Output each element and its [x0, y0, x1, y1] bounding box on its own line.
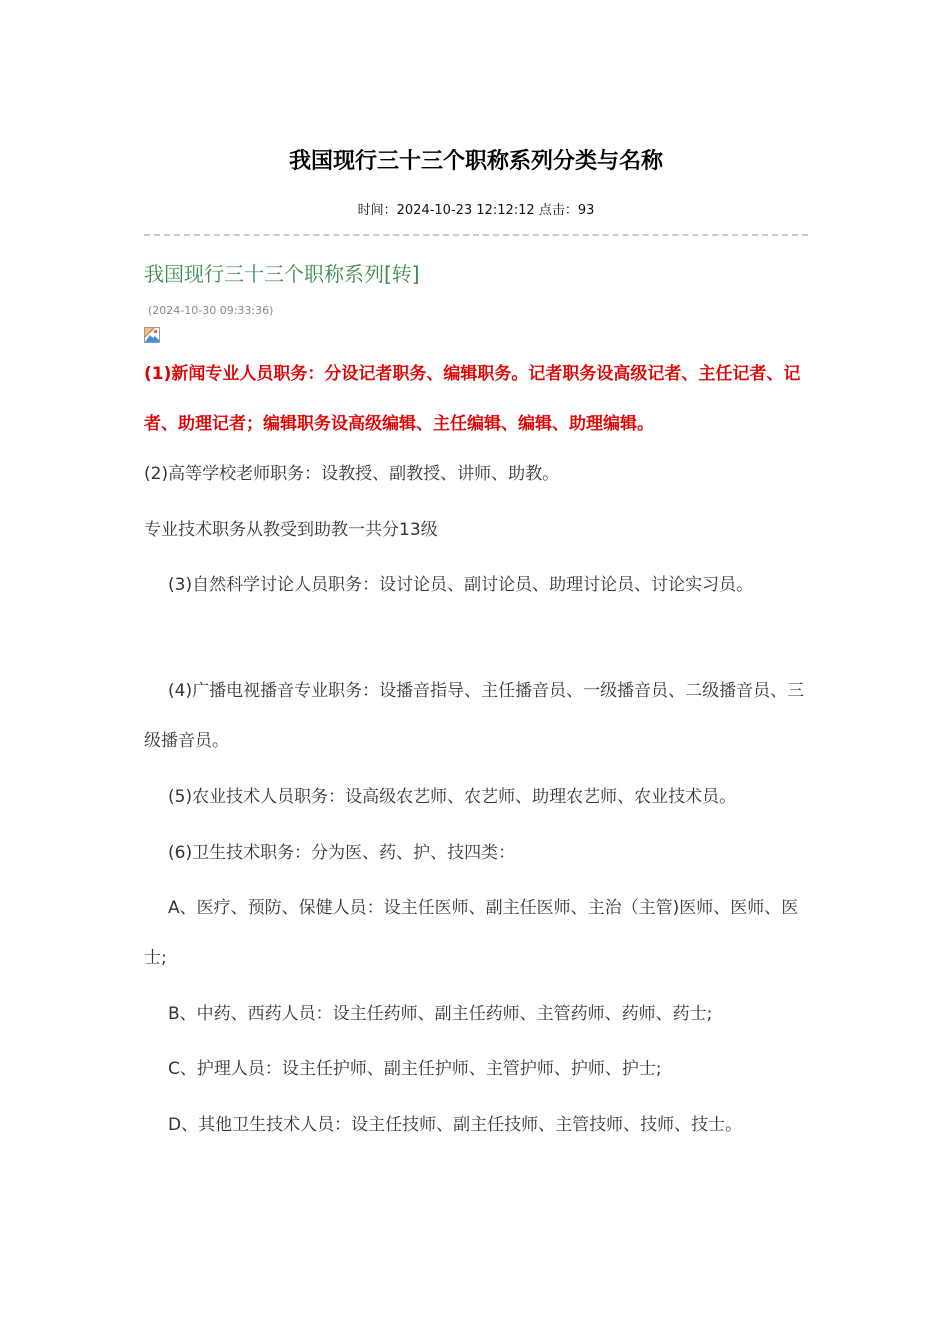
- paragraph-science: (3)自然科学讨论人员职务：设讨论员、副讨论员、助理讨论员、讨论实习员。: [168, 575, 754, 595]
- paragraph-broadcast: (4)广播电视播音专业职务：设播音指导、主任播音员、一级播音员、二级播音员、三级播音员。: [144, 681, 805, 751]
- paragraph-health-d: D、其他卫生技术人员：设主任技师、副主任技师、主管技师、技师、技士。: [168, 1115, 743, 1135]
- paragraph-health-b: B、中药、西药人员：设主任药师、副主任药师、主管药师、药师、药士;: [168, 1004, 713, 1024]
- paragraph-health: (6)卫生技术职务：分为医、药、护、技四类：: [168, 843, 516, 863]
- paragraph-news: (1)新闻专业人员职务：分设记者职务、编辑职务。记者职务设高级记者、主任记者、记者、助理记者；编辑职务设高级编辑、主任编辑、编辑、助理编辑。: [144, 364, 801, 434]
- dashed-divider: [144, 234, 808, 236]
- paragraph-university: (2)高等学校老师职务：设教授、副教授、讲师、助教。: [144, 464, 560, 484]
- paragraph-agriculture: (5)农业技术人员职务：设高级农艺师、农艺师、助理农艺师、农业技术员。: [168, 787, 737, 807]
- paragraph-health-a: A、医疗、预防、保健人员：设主任医师、副主任医师、主治（主管)医师、医师、医士;: [144, 898, 799, 968]
- article-title[interactable]: 我国现行三十三个职称系列[转]: [144, 262, 420, 286]
- paragraph-levels: 专业技术职务从教受到助教一共分13级: [144, 520, 438, 540]
- meta-info: 时间：2024-10-23 12:12:12 点击：93: [357, 203, 595, 218]
- paragraph-health-c: C、护理人员：设主任护师、副主任护师、主管护师、护师、护士;: [168, 1059, 662, 1079]
- article-date: (2024-10-30 09:33:36): [148, 304, 274, 317]
- page-title: 我国现行三十三个职称系列分类与名称: [288, 149, 663, 174]
- broken-image-icon: [144, 327, 160, 343]
